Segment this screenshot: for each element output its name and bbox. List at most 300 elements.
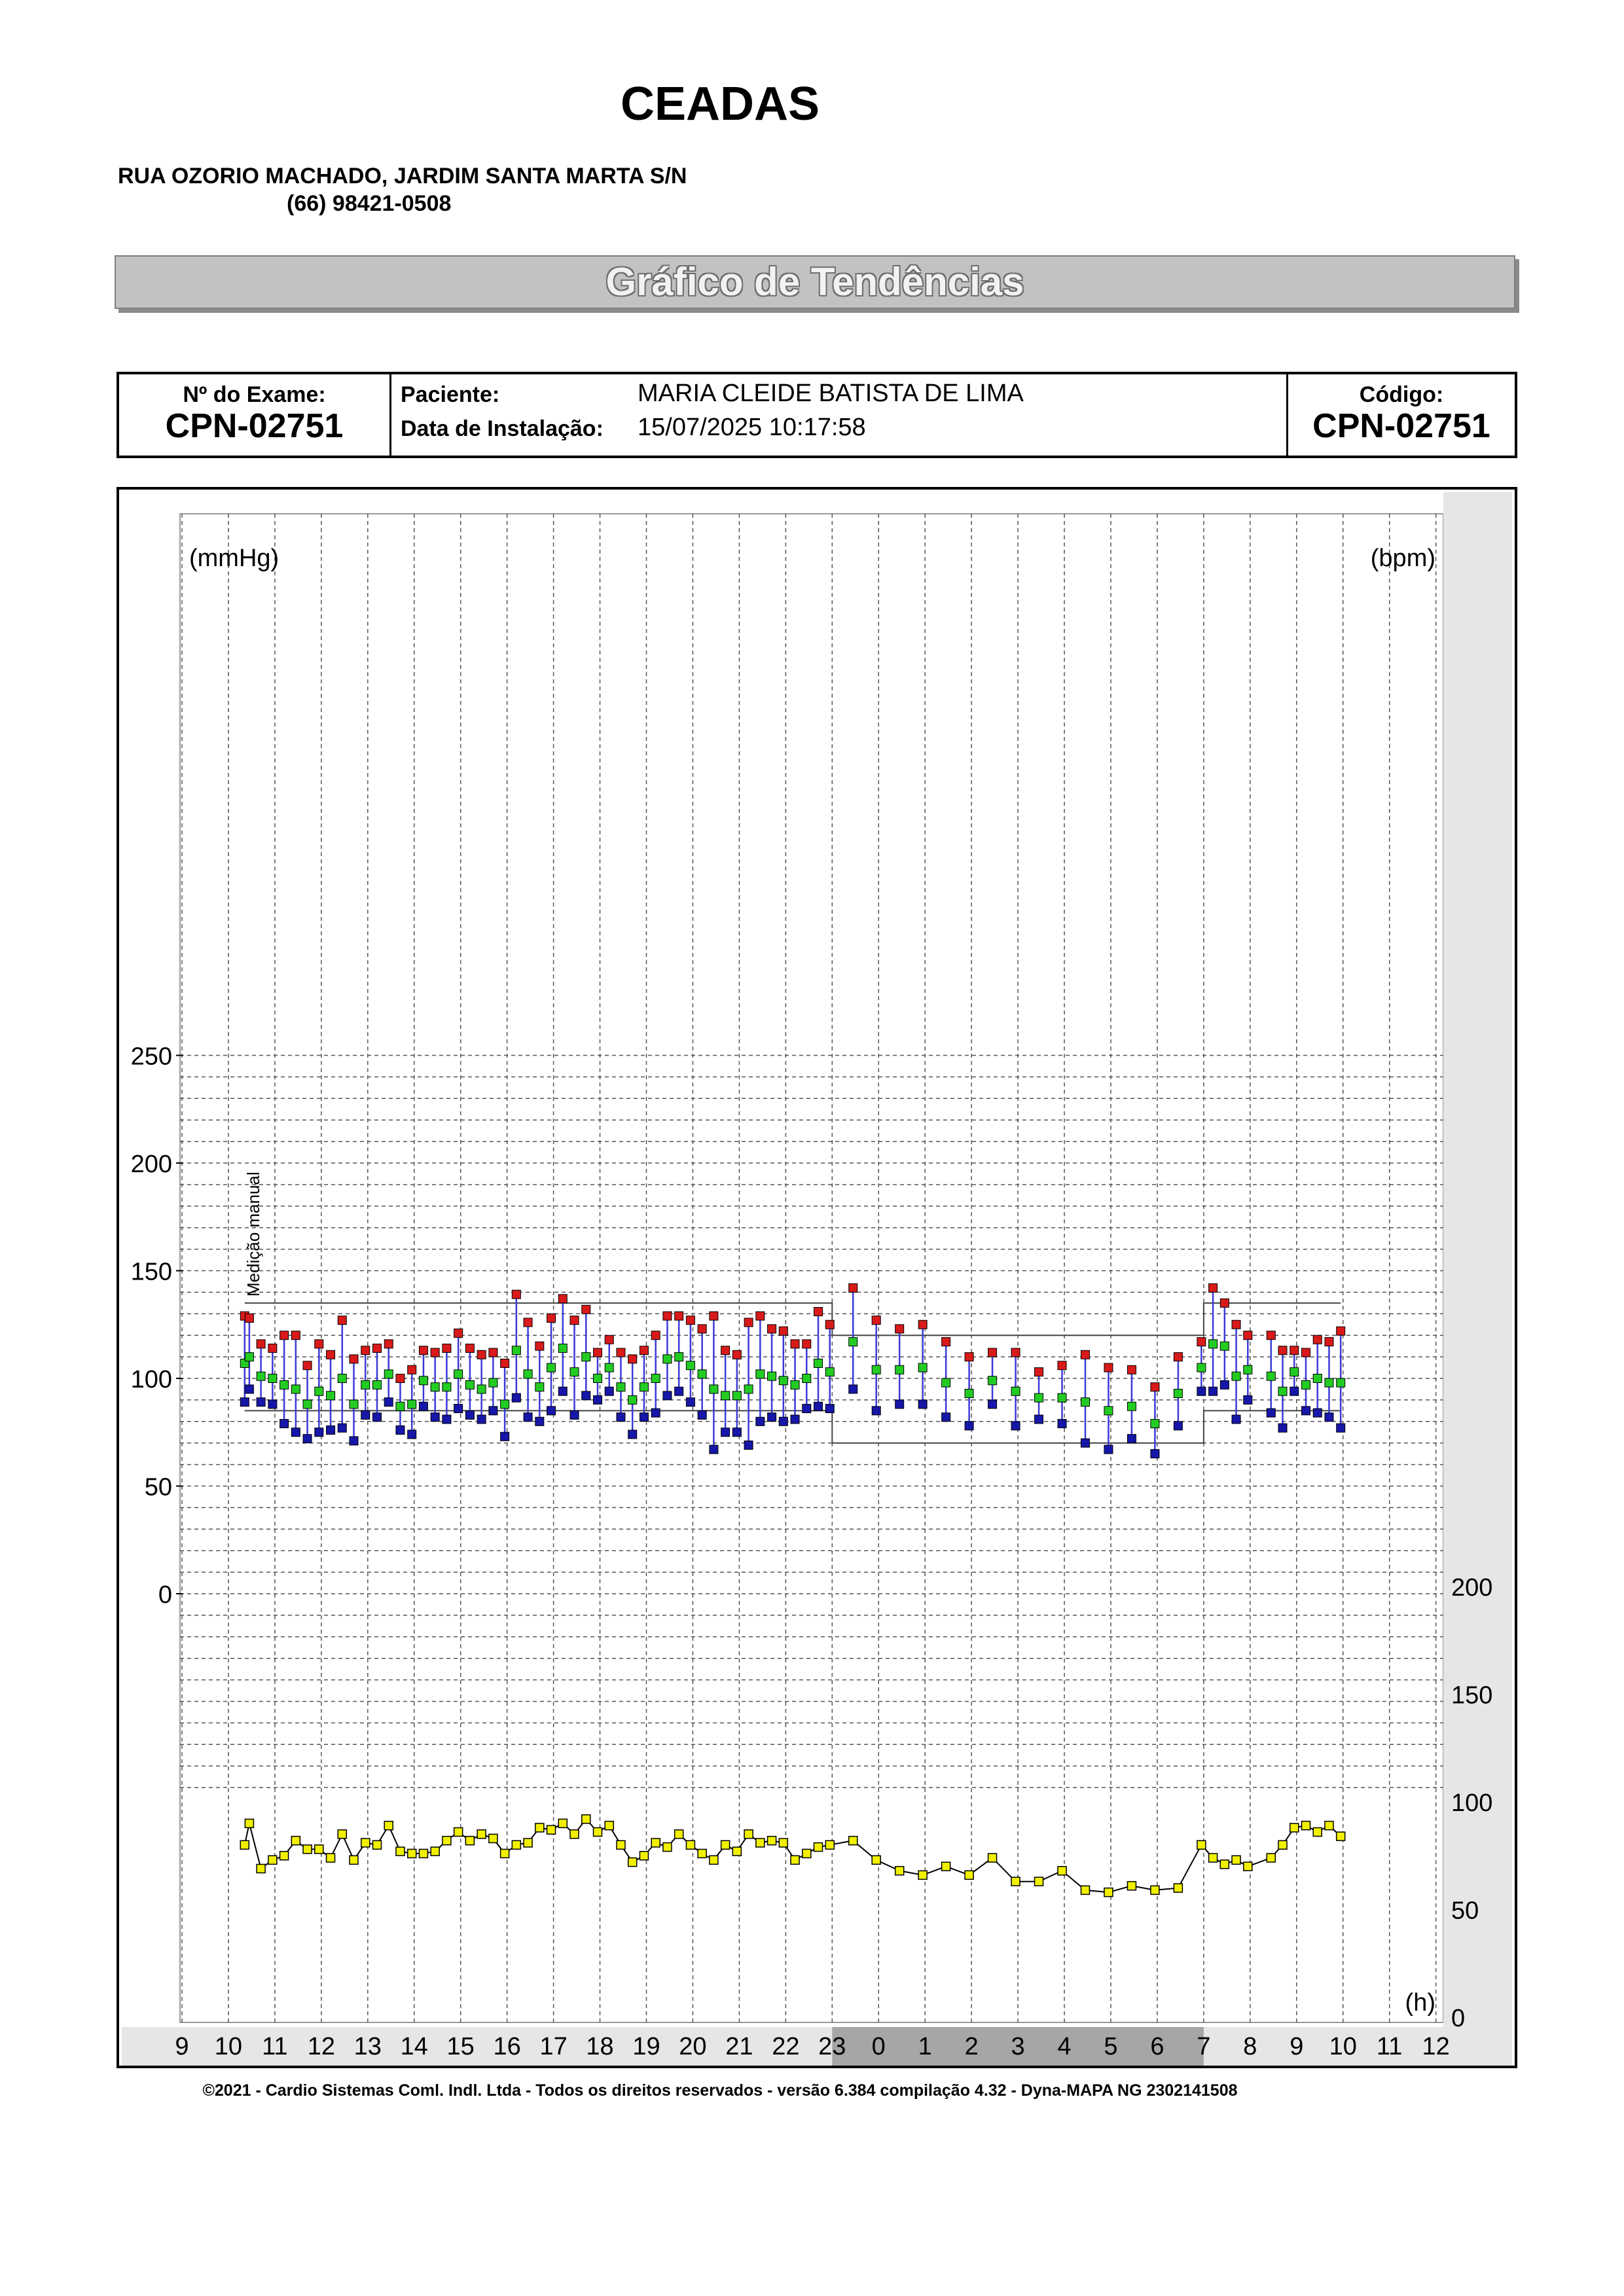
mean-point: [895, 1365, 904, 1374]
exam-number-cell: [119, 374, 391, 456]
mean-point: [594, 1374, 602, 1383]
footer-copyright: ©2021 - Cardio Sistemas Coml. Indl. Ltda - Todos os direitos reservados - versão 6.384 compilação 4.32 - Dyna-MAPA NG 2302141508: [202, 2081, 1238, 2100]
systolic-point: [594, 1348, 602, 1357]
heart-rate-point: [1011, 1877, 1020, 1886]
heart-rate-point: [338, 1830, 346, 1839]
mean-point: [245, 1353, 253, 1361]
right-axis-label: 100: [1451, 1789, 1493, 1817]
heart-rate-point: [361, 1839, 370, 1847]
heart-rate-point: [1058, 1867, 1066, 1875]
heart-rate-point: [1232, 1856, 1240, 1864]
systolic-point: [442, 1344, 451, 1352]
systolic-point: [744, 1318, 753, 1327]
systolic-point: [396, 1374, 405, 1383]
x-axis-label: 13: [353, 2033, 382, 2060]
systolic-point: [1209, 1283, 1218, 1292]
x-axis-label: 19: [632, 2033, 660, 2060]
mean-point: [1325, 1378, 1333, 1387]
heart-rate-point: [675, 1830, 683, 1839]
x-axis-label: 8: [1243, 2033, 1257, 2060]
clinic-phone: (66) 98421-0508: [287, 191, 452, 216]
mean-point: [617, 1383, 625, 1391]
heart-rate-point: [640, 1852, 648, 1860]
code-value: CPN-02751: [1312, 407, 1490, 445]
systolic-point: [1301, 1348, 1310, 1357]
systolic-point: [1058, 1361, 1066, 1370]
heart-rate-point: [547, 1825, 556, 1834]
diastolic-point: [721, 1428, 730, 1437]
install-date-label: Data de Instalação:: [401, 416, 604, 441]
heart-rate-point: [663, 1843, 672, 1852]
systolic-point: [1313, 1335, 1322, 1344]
patient-label: Paciente:: [401, 382, 500, 407]
exam-number-value: CPN-02751: [165, 407, 344, 445]
systolic-point: [1220, 1299, 1229, 1307]
manual-measurement-annotation: Medição manual: [243, 1172, 263, 1297]
systolic-point: [1267, 1331, 1275, 1340]
diastolic-point: [477, 1415, 486, 1424]
systolic-point: [280, 1331, 289, 1340]
systolic-point: [721, 1346, 730, 1355]
diastolic-point: [628, 1430, 637, 1439]
systolic-point: [640, 1346, 648, 1355]
diastolic-point: [605, 1387, 613, 1395]
heart-rate-point: [442, 1837, 451, 1845]
mean-point: [327, 1391, 335, 1400]
right-axis-label: 50: [1451, 1897, 1479, 1925]
diastolic-point: [617, 1413, 625, 1422]
mean-point: [1081, 1398, 1089, 1407]
heart-rate-point: [419, 1849, 427, 1857]
left-unit-label: (mmHg): [189, 545, 280, 572]
heart-rate-point: [988, 1854, 997, 1862]
x-axis-label: 22: [772, 2033, 800, 2060]
heart-rate-point: [791, 1856, 799, 1864]
mean-point: [744, 1385, 753, 1393]
diastolic-point: [1151, 1450, 1159, 1458]
mean-point: [1244, 1365, 1252, 1374]
code-label: Código:: [1359, 382, 1444, 407]
systolic-point: [431, 1348, 439, 1357]
heart-rate-point: [245, 1819, 253, 1827]
diastolic-point: [1278, 1424, 1287, 1432]
patient-name: MARIA CLEIDE BATISTA DE LIMA: [638, 380, 1024, 407]
mean-point: [628, 1395, 637, 1404]
diastolic-point: [582, 1391, 590, 1400]
left-axis-label: 100: [130, 1366, 172, 1393]
heart-rate-point: [1197, 1840, 1206, 1849]
mean-point: [1058, 1393, 1066, 1402]
mean-point: [501, 1400, 509, 1408]
diastolic-point: [315, 1428, 323, 1437]
diastolic-point: [895, 1400, 904, 1408]
mean-point: [454, 1370, 463, 1378]
mean-point: [477, 1385, 486, 1393]
mean-point: [384, 1370, 393, 1378]
heart-rate-point: [1267, 1854, 1275, 1862]
systolic-point: [350, 1355, 358, 1363]
diastolic-point: [698, 1410, 706, 1419]
diastolic-point: [732, 1428, 741, 1437]
heart-rate-point: [303, 1845, 312, 1854]
x-axis-label: 11: [262, 2033, 288, 2060]
x-axis-label: 7: [1197, 2033, 1211, 2060]
heart-rate-point: [651, 1839, 660, 1847]
diastolic-point: [849, 1385, 857, 1393]
heart-rate-point: [605, 1821, 613, 1830]
systolic-point: [1035, 1368, 1043, 1376]
mean-point: [814, 1359, 823, 1367]
diastolic-point: [303, 1435, 312, 1443]
mean-point: [1337, 1378, 1345, 1387]
heart-rate-point: [1301, 1821, 1310, 1830]
systolic-point: [698, 1325, 706, 1333]
heart-rate-point: [350, 1856, 358, 1864]
heart-rate-point: [454, 1828, 463, 1837]
x-axis-label: 17: [539, 2033, 568, 2060]
heart-rate-point: [408, 1849, 416, 1857]
x-axis-label: 18: [586, 2033, 614, 2060]
mean-point: [570, 1368, 579, 1376]
diastolic-point: [1313, 1408, 1322, 1417]
x-axis-label: 14: [400, 2033, 428, 2060]
heart-rate-point: [1104, 1888, 1113, 1897]
mean-point: [663, 1355, 672, 1363]
systolic-point: [918, 1320, 927, 1329]
diastolic-point: [825, 1405, 834, 1413]
x-axis-label: 10: [214, 2033, 243, 2060]
right-axis-label: 0: [1451, 2005, 1466, 2032]
systolic-point: [245, 1314, 253, 1322]
systolic-point: [1278, 1346, 1287, 1355]
mean-point: [849, 1338, 857, 1346]
patient-cell: [391, 374, 1288, 456]
heart-rate-point: [257, 1864, 265, 1873]
systolic-point: [384, 1340, 393, 1348]
diastolic-point: [988, 1400, 997, 1408]
systolic-point: [338, 1316, 346, 1325]
systolic-point: [454, 1329, 463, 1337]
mean-point: [721, 1391, 730, 1400]
x-axis-label: 21: [725, 2033, 753, 2060]
systolic-point: [1290, 1346, 1299, 1355]
mean-point: [965, 1390, 973, 1398]
mean-point: [1035, 1393, 1043, 1402]
mean-point: [686, 1361, 695, 1370]
systolic-point: [663, 1312, 672, 1320]
mean-point: [803, 1374, 811, 1383]
trend-chart-frame: [117, 487, 1517, 2068]
diastolic-point: [535, 1417, 544, 1426]
heart-rate-point: [280, 1852, 289, 1860]
heart-rate-point: [872, 1856, 880, 1864]
systolic-point: [675, 1312, 683, 1320]
diastolic-point: [1197, 1387, 1206, 1395]
left-axis-label: 200: [130, 1151, 172, 1178]
x-axis-label: 23: [818, 2033, 846, 2060]
mean-point: [756, 1370, 765, 1378]
mean-point: [558, 1344, 567, 1352]
x-axis-label: 16: [493, 2033, 521, 2060]
systolic-point: [1197, 1338, 1206, 1346]
systolic-point: [803, 1340, 811, 1348]
exam-info-box: [117, 372, 1517, 458]
heart-rate-point: [744, 1830, 753, 1839]
systolic-point: [1325, 1338, 1333, 1346]
left-axis-label: 150: [130, 1258, 172, 1286]
diastolic-point: [257, 1398, 265, 1407]
diastolic-point: [814, 1402, 823, 1410]
mean-point: [651, 1374, 660, 1383]
systolic-point: [524, 1318, 532, 1327]
heart-rate-point: [501, 1849, 509, 1857]
x-axis-label: 6: [1150, 2033, 1164, 2060]
mean-point: [779, 1376, 787, 1385]
heart-rate-point: [1035, 1877, 1043, 1886]
heart-rate-point: [240, 1840, 249, 1849]
mean-point: [1127, 1402, 1136, 1410]
mean-point: [1209, 1340, 1218, 1348]
heart-rate-point: [1127, 1882, 1136, 1890]
mean-point: [640, 1383, 648, 1391]
diastolic-point: [1301, 1407, 1310, 1415]
systolic-point: [628, 1355, 637, 1363]
systolic-point: [1337, 1327, 1345, 1335]
mean-point: [408, 1400, 416, 1408]
systolic-point: [1081, 1350, 1089, 1359]
diastolic-point: [651, 1408, 660, 1417]
heart-rate-point: [1151, 1886, 1159, 1894]
systolic-point: [477, 1350, 486, 1359]
mean-point: [768, 1372, 776, 1380]
mean-point: [582, 1353, 590, 1361]
mean-point: [710, 1385, 718, 1393]
systolic-point: [558, 1295, 567, 1303]
heart-rate-point: [1337, 1832, 1345, 1840]
diastolic-point: [791, 1415, 799, 1424]
heart-rate-point: [721, 1840, 730, 1849]
heart-rate-point: [895, 1867, 904, 1875]
diastolic-point: [547, 1407, 556, 1415]
mean-point: [350, 1400, 358, 1408]
heart-rate-point: [512, 1840, 520, 1849]
diastolic-point: [245, 1385, 253, 1393]
diastolic-point: [1290, 1387, 1299, 1395]
mean-point: [732, 1391, 741, 1400]
trend-chart: [119, 490, 1515, 2066]
diastolic-point: [768, 1413, 776, 1422]
mean-point: [1151, 1420, 1159, 1428]
diastolic-point: [442, 1415, 451, 1424]
diastolic-point: [501, 1432, 509, 1441]
mean-point: [988, 1376, 997, 1385]
systolic-point: [327, 1350, 335, 1359]
heart-rate-point: [1081, 1886, 1089, 1894]
mean-point: [303, 1400, 312, 1408]
diastolic-point: [1232, 1415, 1240, 1424]
diastolic-point: [338, 1424, 346, 1432]
systolic-point: [512, 1290, 520, 1299]
diastolic-point: [744, 1441, 753, 1449]
systolic-point: [872, 1316, 880, 1325]
heart-rate-point: [1220, 1860, 1229, 1869]
plot-area: [180, 514, 1443, 2022]
mean-point: [419, 1376, 427, 1385]
diastolic-point: [372, 1413, 381, 1422]
systolic-point: [814, 1308, 823, 1316]
diastolic-point: [1209, 1387, 1218, 1395]
x-axis-label: 0: [871, 2033, 886, 2060]
x-axis-label: 2: [964, 2033, 979, 2060]
systolic-point: [570, 1316, 579, 1325]
right-axis-label: 200: [1451, 1574, 1493, 1602]
diastolic-point: [408, 1430, 416, 1439]
systolic-point: [1174, 1353, 1182, 1361]
heart-rate-point: [1174, 1884, 1182, 1892]
heart-rate-point: [315, 1845, 323, 1854]
diastolic-point: [1058, 1420, 1066, 1428]
install-date-value: 15/07/2025 10:17:58: [638, 414, 866, 441]
mean-point: [442, 1383, 451, 1391]
systolic-point: [849, 1283, 857, 1292]
systolic-point: [1127, 1365, 1136, 1374]
heart-rate-point: [698, 1849, 706, 1857]
right-unit-label: (bpm): [1370, 545, 1435, 572]
mean-point: [431, 1383, 439, 1391]
heart-rate-point: [965, 1871, 973, 1879]
diastolic-point: [570, 1410, 579, 1419]
heart-rate-point: [268, 1856, 277, 1864]
mean-point: [605, 1363, 613, 1372]
x-axis-label: 9: [1290, 2033, 1304, 2060]
diastolic-point: [558, 1387, 567, 1395]
mean-point: [280, 1380, 289, 1389]
report-title: Gráfico de Tendências: [605, 260, 1024, 304]
systolic-point: [408, 1365, 416, 1374]
mean-point: [361, 1380, 370, 1389]
heart-rate-point: [535, 1823, 544, 1832]
heart-rate-point: [582, 1815, 590, 1823]
diastolic-point: [686, 1398, 695, 1407]
diastolic-point: [1011, 1422, 1020, 1430]
systolic-point: [465, 1344, 474, 1352]
mean-point: [1278, 1387, 1287, 1395]
heart-rate-point: [617, 1840, 625, 1849]
heart-rate-point: [558, 1819, 567, 1827]
systolic-point: [825, 1320, 834, 1329]
systolic-point: [535, 1342, 544, 1350]
diastolic-point: [675, 1387, 683, 1395]
mean-point: [791, 1380, 799, 1389]
mean-point: [489, 1378, 497, 1387]
x-axis-label: 15: [446, 2033, 475, 2060]
mean-point: [675, 1353, 683, 1361]
diastolic-point: [384, 1398, 393, 1407]
systolic-point: [965, 1353, 973, 1361]
left-axis-label: 0: [158, 1581, 172, 1609]
systolic-point: [257, 1340, 265, 1348]
diastolic-point: [1104, 1445, 1113, 1454]
diastolic-point: [594, 1395, 602, 1404]
mean-point: [465, 1380, 474, 1389]
systolic-point: [268, 1344, 277, 1352]
systolic-point: [617, 1348, 625, 1357]
mean-point: [1174, 1390, 1182, 1398]
diastolic-point: [1267, 1408, 1275, 1417]
diastolic-point: [361, 1410, 370, 1419]
mean-point: [942, 1378, 950, 1387]
systolic-point: [605, 1335, 613, 1344]
mean-point: [268, 1374, 277, 1383]
systolic-point: [419, 1346, 427, 1355]
diastolic-point: [489, 1407, 497, 1415]
systolic-point: [756, 1312, 765, 1320]
mean-point: [1290, 1368, 1299, 1376]
mean-point: [918, 1363, 927, 1372]
diastolic-point: [1174, 1422, 1182, 1430]
code-cell: [1288, 374, 1515, 456]
x-axis-label: 20: [679, 2033, 707, 2060]
heart-rate-point: [825, 1840, 834, 1849]
systolic-point: [372, 1344, 381, 1352]
systolic-point: [779, 1327, 787, 1335]
systolic-point: [489, 1348, 497, 1357]
heart-rate-point: [291, 1837, 300, 1845]
diastolic-point: [942, 1413, 950, 1422]
mean-point: [698, 1370, 706, 1378]
diastolic-point: [1325, 1413, 1333, 1422]
mean-point: [547, 1363, 556, 1372]
mean-point: [1232, 1372, 1240, 1380]
heart-rate-point: [803, 1849, 811, 1857]
diastolic-point: [291, 1428, 300, 1437]
heart-rate-point: [628, 1858, 637, 1867]
systolic-point: [1244, 1331, 1252, 1340]
systolic-point: [1232, 1320, 1240, 1329]
heart-rate-point: [732, 1847, 741, 1856]
heart-rate-point: [1209, 1854, 1218, 1862]
mean-point: [338, 1374, 346, 1383]
diastolic-point: [280, 1420, 289, 1428]
clinic-address: RUA OZORIO MACHADO, JARDIM SANTA MARTA S/N: [118, 164, 687, 188]
heart-rate-point: [396, 1847, 405, 1856]
heart-rate-point: [849, 1837, 857, 1845]
diastolic-point: [803, 1405, 811, 1413]
diastolic-point: [965, 1422, 973, 1430]
diastolic-point: [918, 1400, 927, 1408]
diastolic-point: [454, 1405, 463, 1413]
right-axis-label: 150: [1451, 1681, 1493, 1710]
mean-point: [1313, 1374, 1322, 1383]
mean-point: [872, 1365, 880, 1374]
systolic-point: [686, 1316, 695, 1325]
diastolic-point: [240, 1398, 249, 1407]
diastolic-point: [512, 1393, 520, 1402]
mean-point: [1267, 1372, 1275, 1380]
heart-rate-point: [1325, 1821, 1333, 1830]
mean-point: [372, 1380, 381, 1389]
diastolic-point: [1081, 1439, 1089, 1447]
heart-rate-point: [594, 1828, 602, 1837]
systolic-point: [710, 1312, 718, 1320]
heart-rate-point: [384, 1821, 393, 1830]
systolic-point: [768, 1325, 776, 1333]
x-axis-label: 5: [1104, 2033, 1118, 2060]
x-axis-label: 12: [307, 2033, 335, 2060]
diastolic-point: [350, 1437, 358, 1445]
mean-point: [1011, 1387, 1020, 1395]
mean-point: [825, 1368, 834, 1376]
